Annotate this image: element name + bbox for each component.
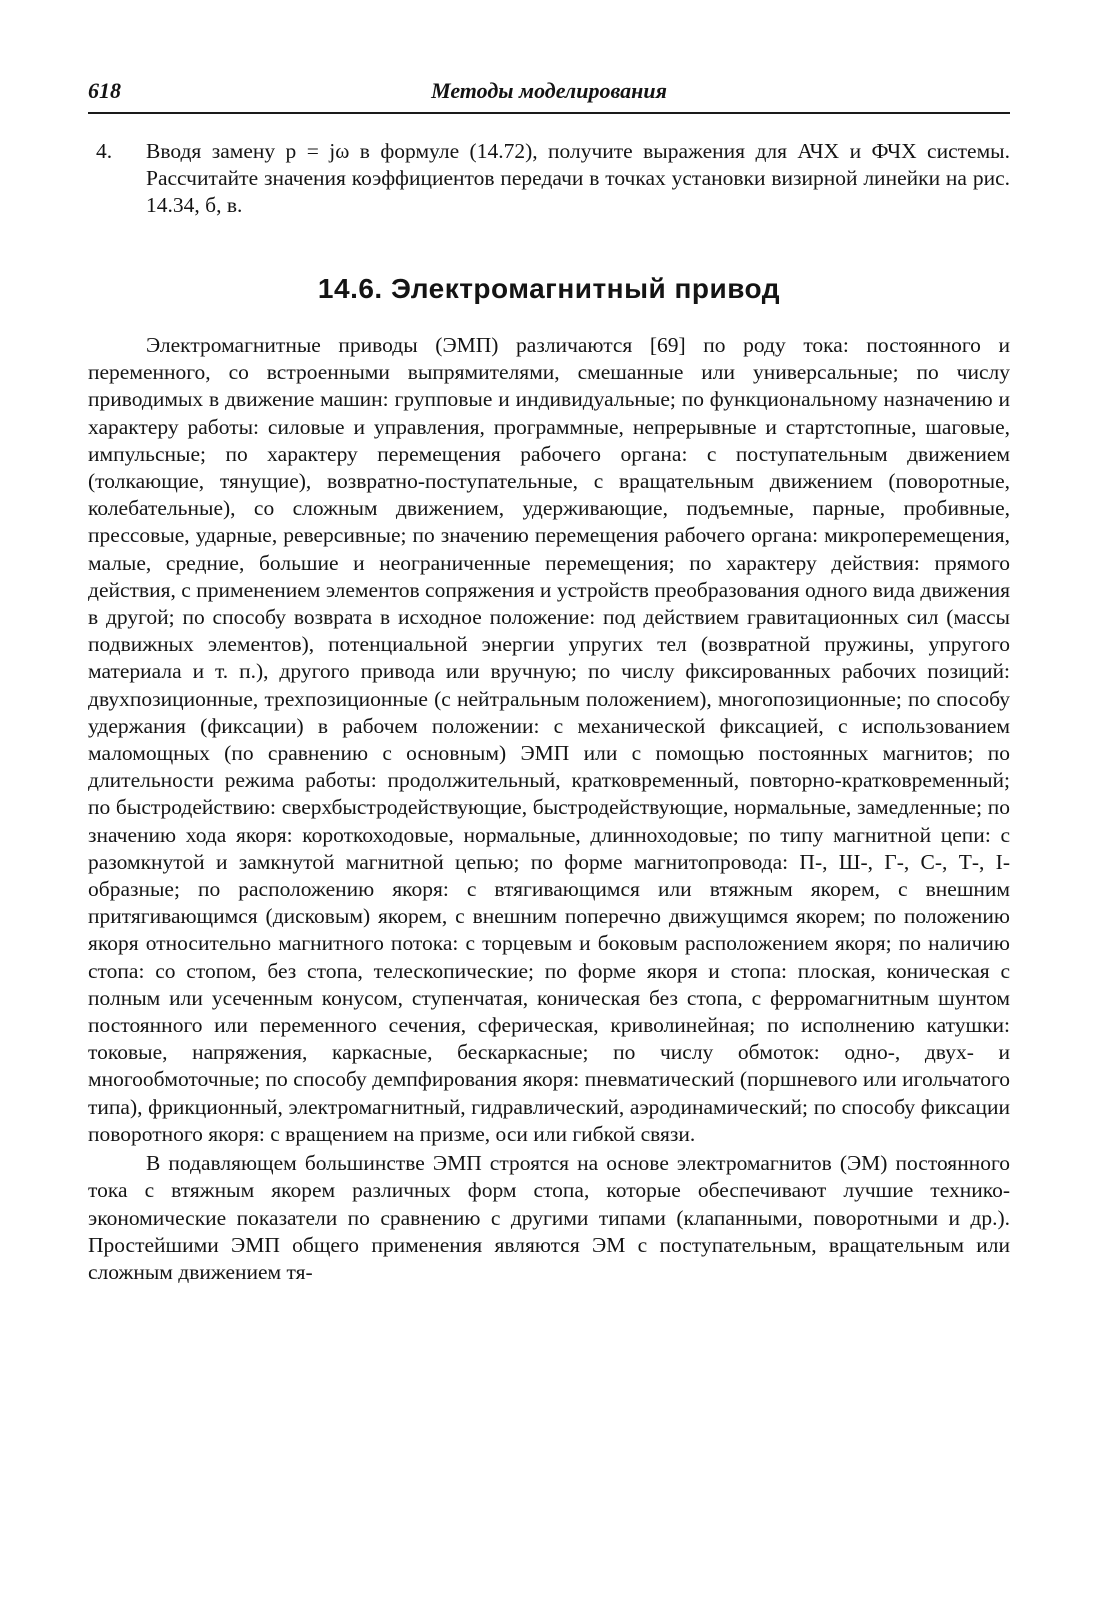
running-title: Методы моделирования <box>431 78 667 103</box>
exercise-item <box>88 138 1010 219</box>
book-page <box>88 72 1010 1572</box>
section-heading: 14.6. Электромагнитный привод <box>317 273 781 304</box>
body-paragraph-1: Электромагнитные приводы (ЭМП) различаются [69] по роду тока: постоянного и переменного, со встроенными выпрямителями, смешанные или универсальные; по числу приводимых в движение машин: групповые и индивидуальные; по функциональному назначению и характеру работы: силовые и управления, программные, непрерывные и стартстопные, шаговые, импульсные; по характеру перемещения рабочего органа: с поступательным движением (толкающие, тянущие), возвратно-поступательные, с вращательным движением (поворотные, колебательные), со сложным движением, удерживающие, подъемные, парные, пробивные, прессовые, ударные, реверсивные; по значению перемещения рабочего органа: микроперемещения, малые, средние, большие и неограниченные перемещения; по характеру действия: прямого действия, с применением элементов сопряжения и устройств преобразования одного вида движения в другой; по способу возврата в исходное положение: под действием гравитационных сил (массы подвижных элементов), потенциальной энергии упругих тел (возвратной пружины, упругого материала и т. п.), другого привода или вручную; по числу фиксированных рабочих позиций: двухпозиционные, трехпозиционные (с нейтральным положением), многопозиционные; по способу удержания (фиксации) в рабочем положении: с механической фиксацией, с использованием маломощных (по сравнению с основным) ЭМП или с помощью постоянных магнитов; по длительности режима работы: продолжительный, кратковременный, повторно-кратковременный; по быстродействию: сверхбыстродействующие, быстродействующие, нормальные, замедленные; по значению хода якоря: короткоходовые, нормальные, длинноходовые; по типу магнитной цепи: с разомкнутой и замкнутой магнитной цепью; по форме магнитопровода: П-, Ш-, Г-, С-, Т-, I-образные; по расположению якоря: с втягивающимся или втяжным якорем, с внешним притягивающимся (дисковым) якорем, с внешним поперечно движущимся якорем; по положению якоря относительно магнитного потока: с торцевым и боковым расположением якоря; по наличию стопа: со стопом, без стопа, телескопические; по форме якоря и стопа: плоская, коническая с полным или усеченным конусом, ступенчатая, коническая без стопа, с ферромагнитным шунтом постоянного или переменного сечения, сферическая, криволинейная; по исполнению катушки: токовые, напряжения, каркасные, бескаркасные; по числу обмоток: одно-, двух- и многообмоточные; по способу демпфирования якоря: пневматический (поршневого или игольчатого типа), фрикционный, электромагнитный, гидравлический, аэродинамический; по способу фиксации поворотного якоря: с вращением на призме, оси или гибкой связи. <box>88 333 1010 1146</box>
exercise-number: 4. <box>96 139 113 163</box>
exercise-text: Вводя замену p = jω в формуле (14.72), получите выражения для АЧХ и ФЧХ системы. Рассчитайте значения коэффициентов передачи в точках установки визирной линейки на рис. 14.34, б, в. <box>146 139 1010 217</box>
page-number: 618 <box>88 78 121 103</box>
body-paragraph-2: В подавляющем большинстве ЭМП строятся на основе электромагнитов (ЭМ) постоянного тока с втяжным якорем различных форм стопа, которые обеспечивают лучшие технико-экономические показатели по сравнению с другими типами (клапанными, поворотными и др.). Простейшими ЭМП общего применения являются ЭМ с поступательным, вращательным или сложным движением тя- <box>88 1151 1010 1284</box>
running-head <box>88 72 1010 114</box>
